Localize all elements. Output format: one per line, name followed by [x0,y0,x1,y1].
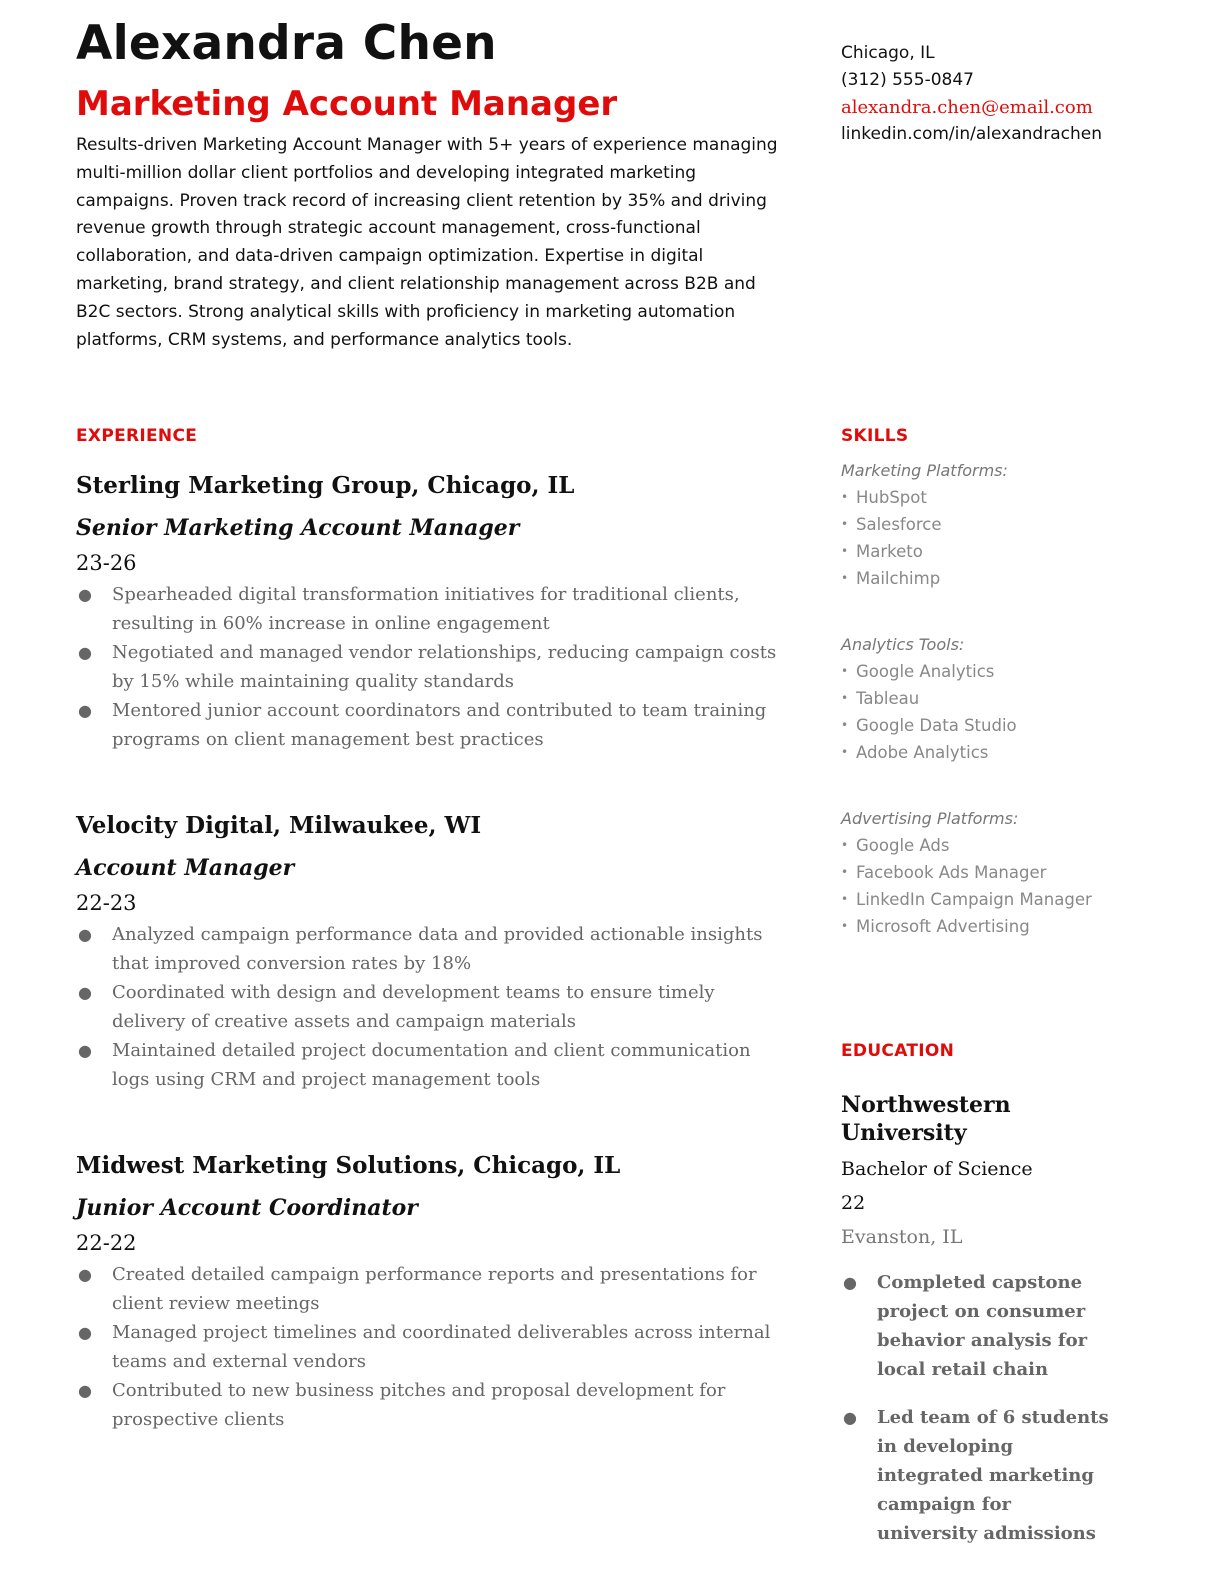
bullet-icon: • [841,892,849,906]
job-bullet: ● Created detailed campaign performance reports and presentations for client review meetings [76,1260,786,1318]
contact-location: Chicago, IL [841,43,935,63]
job-bullet: ● Managed project timelines and coordinated deliverables across internal teams and external vendors [76,1318,786,1376]
job-bullet: ● Coordinated with design and development teams to ensure timely delivery of creative assets and campaign materials [76,978,786,1036]
bullet-icon: ● [78,701,92,720]
contact-info [841,40,1141,148]
education-bullet: ● Completed capstone project on consumer behavior analysis for local retail chain [841,1268,1111,1384]
job-dates: 23-26 [76,551,137,575]
skill-item: • HubSpot [841,484,1141,511]
job-bullet: ● Spearheaded digital transformation initiatives for traditional clients, resulting in 60% increase in online engagement [76,580,786,638]
job-bullet: ● Maintained detailed project documentation and client communication logs using CRM and project management tools [76,1036,786,1094]
bullet-icon: • [841,517,849,531]
bullet-icon: ● [78,1265,92,1284]
skill-item: • LinkedIn Campaign Manager [841,886,1141,913]
skill-item: • Google Ads [841,832,1141,859]
school-name: Northwestern University [841,1092,1011,1146]
bullet-icon: ● [78,1381,92,1400]
job-company: Velocity Digital, Milwaukee, WI [76,812,482,839]
header [76,14,786,354]
education-bullets [841,1268,1111,1548]
bullet-icon: • [841,691,849,705]
bullet-icon: ● [78,643,92,662]
job-title: Senior Marketing Account Manager [76,515,520,541]
education-heading: EDUCATION [841,1041,955,1061]
job-entry [76,470,786,754]
skills-section [841,426,1141,940]
contact-linkedin-link[interactable]: linkedin.com/in/alexandrachen [841,124,1102,144]
skill-group [841,632,1141,766]
skill-category: Advertising Platforms: [841,809,1019,828]
job-bullet: ● Analyzed campaign performance data and provided actionable insights that improved conversion rates by 18% [76,920,786,978]
graduation-year: 22 [841,1192,866,1214]
bullet-icon: • [841,838,849,852]
job-bullet: ● Mentored junior account coordinators and contributed to team training programs on client management best practices [76,696,786,754]
job-company: Sterling Marketing Group, Chicago, IL [76,472,575,499]
skill-item: • Salesforce [841,511,1141,538]
bullet-icon: • [841,865,849,879]
experience-heading: EXPERIENCE [76,426,198,446]
bullet-icon: • [841,544,849,558]
skill-list [841,484,1141,592]
skill-group [841,458,1141,592]
education-section [841,1041,1111,1548]
experience-section [76,426,786,1434]
job-title: Junior Account Coordinator [76,1195,418,1221]
skill-category: Marketing Platforms: [841,461,1008,480]
bullet-icon: • [841,919,849,933]
skill-item: • Facebook Ads Manager [841,859,1141,886]
contact-phone: (312) 555-0847 [841,70,974,90]
bullet-icon: ● [78,1041,92,1060]
job-bullet: ● Negotiated and managed vendor relationships, reducing campaign costs by 15% while maintaining quality standards [76,638,786,696]
skill-list [841,832,1141,940]
job-entry [76,810,786,1094]
skills-heading: SKILLS [841,426,909,446]
degree: Bachelor of Science [841,1158,1033,1180]
skill-item: • Google Analytics [841,658,1141,685]
job-dates: 22-22 [76,1231,137,1255]
job-title: Account Manager [76,855,295,881]
job-role-title: Marketing Account Manager [76,84,618,124]
skill-item: • Tableau [841,685,1141,712]
job-bullets [76,1260,786,1434]
contact-email-link[interactable]: alexandra.chen@email.com [841,97,1093,118]
job-bullet: ● Contributed to new business pitches and proposal development for prospective clients [76,1376,786,1434]
skill-group [841,806,1141,940]
bullet-icon: ● [78,585,92,604]
bullet-icon: ● [78,983,92,1002]
skill-list [841,658,1141,766]
job-entry [76,1150,786,1434]
bullet-icon: • [841,664,849,678]
job-company: Midwest Marketing Solutions, Chicago, IL [76,1152,621,1179]
candidate-name: Alexandra Chen [76,16,497,71]
bullet-icon: • [841,490,849,504]
bullet-icon: • [841,571,849,585]
skill-item: • Adobe Analytics [841,739,1141,766]
job-bullets [76,580,786,754]
skill-item: • Microsoft Advertising [841,913,1141,940]
school-location: Evanston, IL [841,1226,963,1248]
bullet-icon: • [841,718,849,732]
bullet-icon: ● [843,1273,857,1292]
education-bullet: ● Led team of 6 students in developing integrated marketing campaign for university admissions [841,1403,1111,1548]
skill-item: • Google Data Studio [841,712,1141,739]
skill-category: Analytics Tools: [841,635,965,654]
bullet-icon: ● [78,925,92,944]
skill-item: • Marketo [841,538,1141,565]
bullet-icon: • [841,745,849,759]
job-bullets [76,920,786,1094]
bullet-icon: ● [843,1408,857,1427]
professional-summary: Results-driven Marketing Account Manager with 5+ years of experience managing multi-million dollar client portfolios and developing integrated marketing campaigns. Proven track record of increasing client retention by 35% and driving revenue growth through strategic account management, cross-functional collaboration, and data-driven campaign optimization. Expertise in digital marketing, brand strategy, and client relationship management across B2B and B2C sectors. Strong analytical skills with proficiency in marketing automation platforms, CRM systems, and performance analytics tools. [76,135,778,350]
bullet-icon: ● [78,1323,92,1342]
skill-item: • Mailchimp [841,565,1141,592]
job-dates: 22-23 [76,891,137,915]
